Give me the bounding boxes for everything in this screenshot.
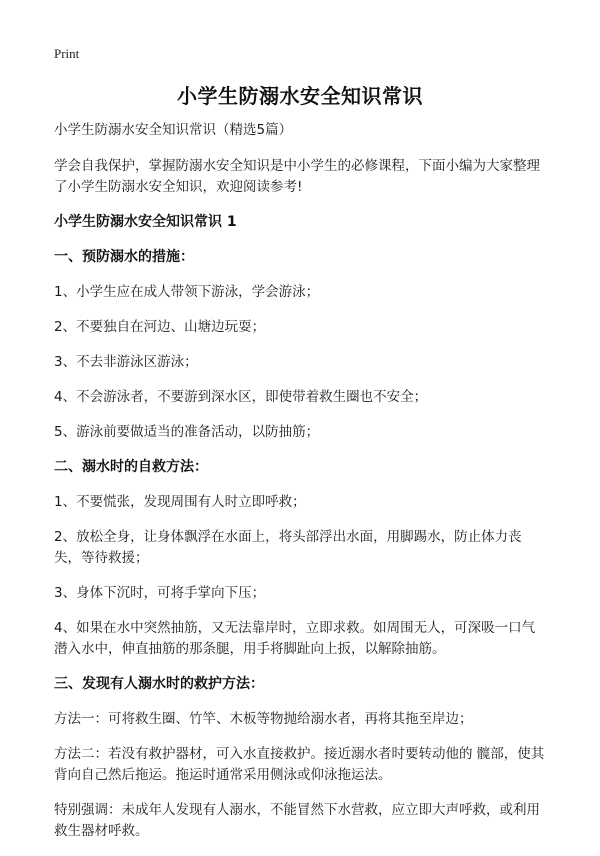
list-item: 方法二：若没有救护器材，可入水直接救护。接近溺水者时要转动他的 髋部，使其背向自己然后拖运。拖运时通常采用侧泳或仰泳拖运法。	[54, 746, 545, 783]
section-heading: 二、溺水时的自救方法：	[54, 459, 208, 475]
article-heading: 小学生防溺水安全知识常识 1	[54, 214, 237, 230]
section-heading: 三、发现有人溺水时的救护方法：	[54, 676, 264, 692]
page-title: 小学生防溺水安全知识常识	[177, 84, 423, 108]
list-item: 2、不要独自在河边、山塘边玩耍；	[54, 319, 266, 335]
list-item: 3、不去非游泳区游泳；	[54, 354, 198, 370]
article-body	[54, 120, 548, 856]
list-item: 3、身体下沉时，可将手掌向下压；	[54, 585, 266, 601]
list-item: 方法一：可将救生圈、竹竿、木板等物抛给溺水者，再将其拖至岸边；	[54, 711, 473, 727]
list-item: 1、不要慌张，发现周围有人时立即呼救；	[54, 494, 306, 510]
list-item: 特别强调：未成年人发现有人溺水，不能冒然下水营救，应立即大声呼救，或利用救生器材呼救。	[54, 802, 540, 839]
list-item: 4、不会游泳者，不要游到深水区，即使带着救生圈也不安全；	[54, 389, 428, 405]
list-item: 2、放松全身，让身体飘浮在水面上，将头部浮出水面，用脚踢水，防止体力丧失，等待救援；	[54, 529, 522, 566]
list-item: 4、如果在水中突然抽筋，又无法靠岸时，立即求救。如周围无人，可深吸一口气潜入水中，伸直抽筋的那条腿，用手将脚趾向上扳，以解除抽筋。	[54, 620, 536, 657]
list-item: 1、小学生应在成人带领下游泳，学会游泳；	[54, 284, 320, 300]
intro-paragraph: 学会自我保护，掌握防溺水安全知识是中小学生的必修课程，下面小编为大家整理了小学生防溺水安全知识，欢迎阅读参考!	[54, 158, 540, 195]
list-item: 5、游泳前要做适当的准备活动，以防抽筋；	[54, 424, 320, 440]
subtitle: 小学生防溺水安全知识常识（精选5篇）	[54, 122, 293, 138]
print-link[interactable]: Print	[54, 46, 80, 61]
section-heading: 一、预防溺水的措施：	[54, 249, 194, 265]
